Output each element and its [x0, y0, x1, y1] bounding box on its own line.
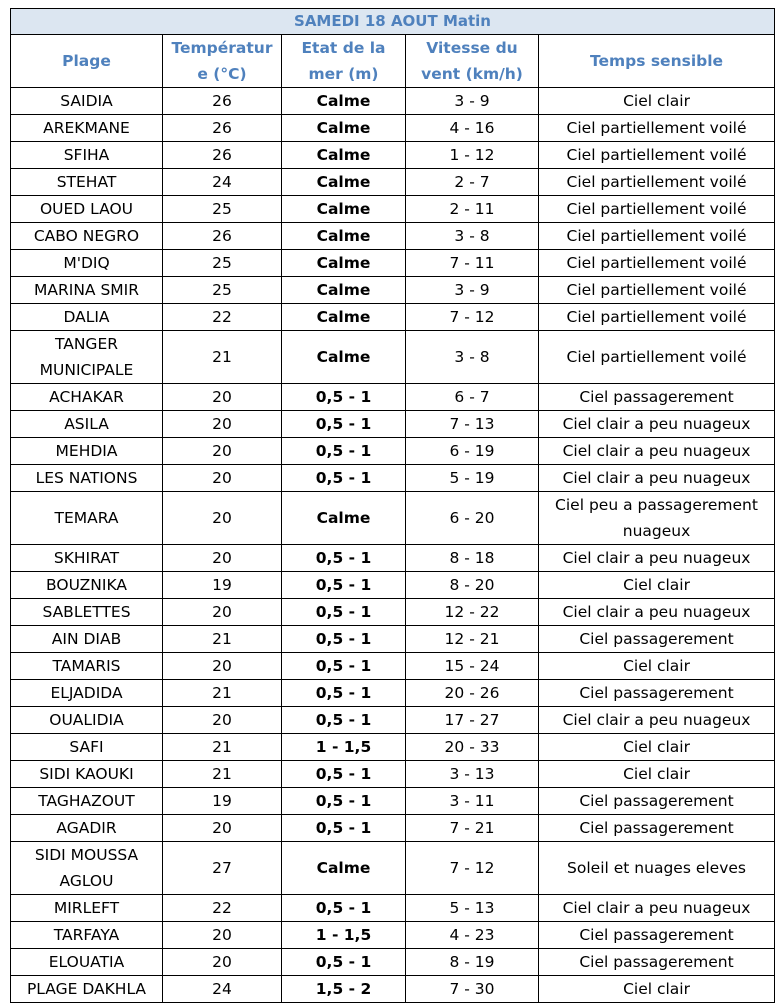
temperature-cell: 27: [163, 842, 282, 895]
beach-cell: SIDI MOUSSA AGLOU: [11, 842, 163, 895]
sea-state-cell: Calme: [282, 842, 406, 895]
wind-speed-cell: 5 - 13: [406, 895, 539, 922]
weather-cell: Ciel passagerement: [539, 626, 775, 653]
temperature-cell: 20: [163, 465, 282, 492]
wind-speed-cell: 12 - 21: [406, 626, 539, 653]
weather-cell: Ciel passagerement: [539, 680, 775, 707]
wind-speed-cell: 5 - 19: [406, 465, 539, 492]
weather-cell: Ciel passagerement: [539, 788, 775, 815]
beach-cell: TAGHAZOUT: [11, 788, 163, 815]
beach-cell: ELJADIDA: [11, 680, 163, 707]
wind-speed-cell: 7 - 12: [406, 304, 539, 331]
sea-state-cell: Calme: [282, 250, 406, 277]
temperature-cell: 22: [163, 895, 282, 922]
weather-cell: Ciel clair a peu nuageux: [539, 895, 775, 922]
weather-cell: Ciel clair a peu nuageux: [539, 599, 775, 626]
header-weather: Temps sensible: [539, 35, 775, 88]
table-row: [11, 88, 775, 115]
sea-state-cell: 0,5 - 1: [282, 707, 406, 734]
wind-speed-cell: 4 - 16: [406, 115, 539, 142]
temperature-cell: 25: [163, 277, 282, 304]
sea-state-cell: 0,5 - 1: [282, 895, 406, 922]
beach-cell: SFIHA: [11, 142, 163, 169]
sea-state-cell: Calme: [282, 169, 406, 196]
wind-speed-cell: 4 - 23: [406, 922, 539, 949]
temperature-cell: 20: [163, 599, 282, 626]
sea-state-cell: 0,5 - 1: [282, 465, 406, 492]
weather-cell: Ciel partiellement voilé: [539, 142, 775, 169]
table-row: [11, 250, 775, 277]
temperature-cell: 26: [163, 88, 282, 115]
temperature-cell: 20: [163, 707, 282, 734]
sea-state-cell: 0,5 - 1: [282, 788, 406, 815]
sea-state-cell: 0,5 - 1: [282, 545, 406, 572]
beach-cell: AIN DIAB: [11, 626, 163, 653]
weather-cell: Ciel partiellement voilé: [539, 169, 775, 196]
table-row: [11, 196, 775, 223]
beach-cell: SIDI KAOUKI: [11, 761, 163, 788]
beach-cell: SABLETTES: [11, 599, 163, 626]
beach-cell: CABO NEGRO: [11, 223, 163, 250]
weather-cell: Ciel partiellement voilé: [539, 304, 775, 331]
beach-cell: OUED LAOU: [11, 196, 163, 223]
sea-state-cell: Calme: [282, 304, 406, 331]
sea-state-cell: 0,5 - 1: [282, 438, 406, 465]
wind-speed-cell: 8 - 19: [406, 949, 539, 976]
weather-cell: Ciel passagerement: [539, 922, 775, 949]
beach-cell: AREKMANE: [11, 115, 163, 142]
weather-cell: Soleil et nuages eleves: [539, 842, 775, 895]
temperature-cell: 26: [163, 142, 282, 169]
wind-speed-cell: 6 - 19: [406, 438, 539, 465]
beach-cell: TEMARA: [11, 492, 163, 545]
table-row: [11, 438, 775, 465]
weather-cell: Ciel clair a peu nuageux: [539, 545, 775, 572]
wind-speed-cell: 7 - 13: [406, 411, 539, 438]
sea-state-cell: 0,5 - 1: [282, 680, 406, 707]
temperature-cell: 24: [163, 976, 282, 1003]
table-row: [11, 331, 775, 384]
wind-speed-cell: 3 - 8: [406, 223, 539, 250]
sea-state-cell: Calme: [282, 196, 406, 223]
wind-speed-cell: 3 - 9: [406, 88, 539, 115]
wind-speed-cell: 1 - 12: [406, 142, 539, 169]
beach-cell: MARINA SMIR: [11, 277, 163, 304]
sea-state-cell: 1 - 1,5: [282, 922, 406, 949]
weather-cell: Ciel partiellement voilé: [539, 277, 775, 304]
weather-cell: Ciel partiellement voilé: [539, 331, 775, 384]
weather-cell: Ciel partiellement voilé: [539, 250, 775, 277]
temperature-cell: 20: [163, 438, 282, 465]
temperature-cell: 20: [163, 815, 282, 842]
temperature-cell: 20: [163, 949, 282, 976]
temperature-cell: 21: [163, 734, 282, 761]
temperature-cell: 20: [163, 411, 282, 438]
weather-cell: Ciel clair: [539, 761, 775, 788]
weather-cell: Ciel partiellement voilé: [539, 223, 775, 250]
beach-cell: MEHDIA: [11, 438, 163, 465]
wind-speed-cell: 8 - 20: [406, 572, 539, 599]
temperature-cell: 21: [163, 680, 282, 707]
temperature-cell: 25: [163, 196, 282, 223]
table-row: [11, 115, 775, 142]
weather-cell: Ciel clair: [539, 572, 775, 599]
temperature-cell: 20: [163, 653, 282, 680]
table-row: [11, 572, 775, 599]
wind-speed-cell: 8 - 18: [406, 545, 539, 572]
sea-state-cell: 0,5 - 1: [282, 411, 406, 438]
temperature-cell: 20: [163, 492, 282, 545]
weather-cell: Ciel clair: [539, 88, 775, 115]
sea-state-cell: Calme: [282, 115, 406, 142]
wind-speed-cell: 7 - 21: [406, 815, 539, 842]
wind-speed-cell: 7 - 30: [406, 976, 539, 1003]
table-row: [11, 599, 775, 626]
beach-cell: SAIDIA: [11, 88, 163, 115]
beach-cell: PLAGE DAKHLA: [11, 976, 163, 1003]
weather-cell: Ciel clair a peu nuageux: [539, 438, 775, 465]
wind-speed-cell: 3 - 13: [406, 761, 539, 788]
beach-cell: M'DIQ: [11, 250, 163, 277]
table-row: [11, 142, 775, 169]
weather-cell: Ciel passagerement: [539, 384, 775, 411]
weather-cell: Ciel passagerement: [539, 815, 775, 842]
beach-cell: TANGER MUNICIPALE: [11, 331, 163, 384]
beach-cell: ACHAKAR: [11, 384, 163, 411]
table-row: [11, 223, 775, 250]
beach-cell: MIRLEFT: [11, 895, 163, 922]
sea-state-cell: 1 - 1,5: [282, 734, 406, 761]
sea-state-cell: 0,5 - 1: [282, 815, 406, 842]
weather-cell: Ciel clair a peu nuageux: [539, 465, 775, 492]
wind-speed-cell: 15 - 24: [406, 653, 539, 680]
temperature-cell: 21: [163, 331, 282, 384]
table-row: [11, 384, 775, 411]
wind-speed-cell: 7 - 11: [406, 250, 539, 277]
table-row: [11, 895, 775, 922]
wind-speed-cell: 20 - 26: [406, 680, 539, 707]
wind-speed-cell: 3 - 11: [406, 788, 539, 815]
table-row: [11, 492, 775, 545]
beach-cell: DALIA: [11, 304, 163, 331]
wind-speed-cell: 17 - 27: [406, 707, 539, 734]
sea-state-cell: 1,5 - 2: [282, 976, 406, 1003]
table-row: [11, 169, 775, 196]
weather-cell: Ciel clair: [539, 653, 775, 680]
wind-speed-cell: 6 - 7: [406, 384, 539, 411]
weather-cell: Ciel partiellement voilé: [539, 196, 775, 223]
wind-speed-cell: 7 - 12: [406, 842, 539, 895]
sea-state-cell: Calme: [282, 277, 406, 304]
wind-speed-cell: 20 - 33: [406, 734, 539, 761]
header-wind-speed: Vitesse du vent (km/h): [406, 35, 539, 88]
wind-speed-cell: 2 - 11: [406, 196, 539, 223]
table-body: [11, 88, 775, 1003]
beach-cell: TAMARIS: [11, 653, 163, 680]
table-row: [11, 626, 775, 653]
table-row: [11, 949, 775, 976]
temperature-cell: 24: [163, 169, 282, 196]
wind-speed-cell: 2 - 7: [406, 169, 539, 196]
wind-speed-cell: 3 - 9: [406, 277, 539, 304]
temperature-cell: 21: [163, 761, 282, 788]
beach-cell: TARFAYA: [11, 922, 163, 949]
sea-state-cell: 0,5 - 1: [282, 384, 406, 411]
weather-cell: Ciel partiellement voilé: [539, 115, 775, 142]
table-row: [11, 922, 775, 949]
sea-state-cell: Calme: [282, 331, 406, 384]
wind-speed-cell: 6 - 20: [406, 492, 539, 545]
temperature-cell: 22: [163, 304, 282, 331]
sea-state-cell: 0,5 - 1: [282, 653, 406, 680]
weather-cell: Ciel clair: [539, 976, 775, 1003]
weather-cell: Ciel clair a peu nuageux: [539, 411, 775, 438]
table-row: [11, 465, 775, 492]
sea-state-cell: 0,5 - 1: [282, 572, 406, 599]
table-row: [11, 680, 775, 707]
beach-cell: LES NATIONS: [11, 465, 163, 492]
table-title: SAMEDI 18 AOUT Matin: [11, 9, 775, 35]
temperature-cell: 26: [163, 223, 282, 250]
header-sea-state: Etat de la mer (m): [282, 35, 406, 88]
beach-forecast-table: [10, 8, 775, 1003]
temperature-cell: 20: [163, 384, 282, 411]
temperature-cell: 19: [163, 788, 282, 815]
beach-cell: AGADIR: [11, 815, 163, 842]
header-temperature: Températur e (°C): [163, 35, 282, 88]
weather-cell: Ciel peu a passagerement nuageux: [539, 492, 775, 545]
sea-state-cell: 0,5 - 1: [282, 599, 406, 626]
temperature-cell: 20: [163, 922, 282, 949]
table-row: [11, 411, 775, 438]
table-row: [11, 277, 775, 304]
sea-state-cell: Calme: [282, 88, 406, 115]
sea-state-cell: Calme: [282, 492, 406, 545]
weather-cell: Ciel clair a peu nuageux: [539, 707, 775, 734]
table-row: [11, 653, 775, 680]
table-row: [11, 707, 775, 734]
header-beach: Plage: [11, 35, 163, 88]
temperature-cell: 20: [163, 545, 282, 572]
beach-cell: BOUZNIKA: [11, 572, 163, 599]
weather-cell: Ciel clair: [539, 734, 775, 761]
table-row: [11, 976, 775, 1003]
temperature-cell: 26: [163, 115, 282, 142]
beach-cell: ELOUATIA: [11, 949, 163, 976]
beach-cell: SAFI: [11, 734, 163, 761]
beach-cell: SKHIRAT: [11, 545, 163, 572]
table-row: [11, 545, 775, 572]
table-row: [11, 842, 775, 895]
beach-cell: OUALIDIA: [11, 707, 163, 734]
beach-cell: STEHAT: [11, 169, 163, 196]
table-row: [11, 734, 775, 761]
sea-state-cell: 0,5 - 1: [282, 949, 406, 976]
temperature-cell: 21: [163, 626, 282, 653]
table-row: [11, 788, 775, 815]
table-row: [11, 761, 775, 788]
beach-cell: ASILA: [11, 411, 163, 438]
sea-state-cell: Calme: [282, 142, 406, 169]
sea-state-cell: 0,5 - 1: [282, 761, 406, 788]
wind-speed-cell: 12 - 22: [406, 599, 539, 626]
forecast-sheet: [10, 8, 774, 1003]
table-row: [11, 815, 775, 842]
temperature-cell: 19: [163, 572, 282, 599]
weather-cell: Ciel passagerement: [539, 949, 775, 976]
sea-state-cell: 0,5 - 1: [282, 626, 406, 653]
wind-speed-cell: 3 - 8: [406, 331, 539, 384]
sea-state-cell: Calme: [282, 223, 406, 250]
table-row: [11, 304, 775, 331]
temperature-cell: 25: [163, 250, 282, 277]
